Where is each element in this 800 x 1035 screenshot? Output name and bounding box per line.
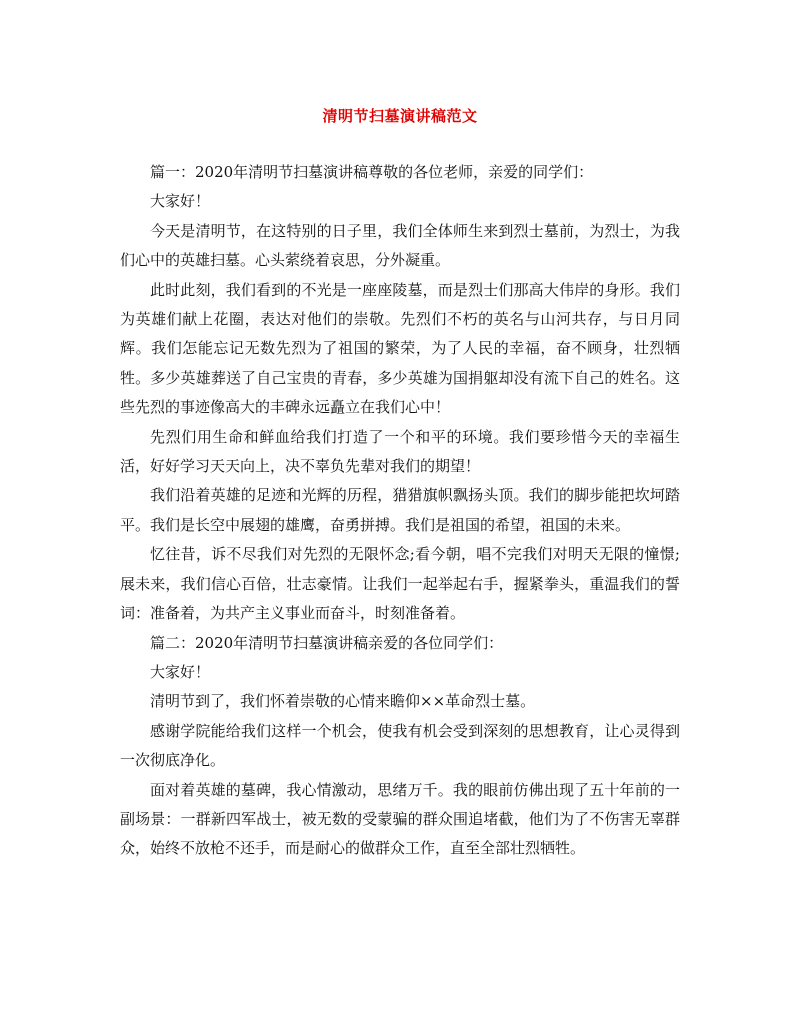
paragraph: 大家好！ [150, 192, 211, 211]
paragraph: 篇二：2020年清明节扫墓演讲稿亲爱的各位同学们： [150, 633, 504, 652]
paragraph: 今天是清明节，在这特别的日子里，我们全体师生来到烈士墓前，为烈士，为我们心中的英雄扫墓。心头萦绕着哀思，分外凝重。 [120, 221, 680, 270]
paragraph: 此时此刻，我们看到的不光是一座座陵墓，而是烈士们那高大伟岸的身形。我们为英雄们献上花圈，表达对他们的崇敬。先烈们不朽的英名与山河共存，与日月同辉。我们怎能忘记无数先烈为了祖国的繁荣，为了人民的幸福，奋不顾身，壮烈牺牲。多少英雄葬送了自己宝贵的青春，多少英雄为国捐躯却没有流下自己的姓名。这些先烈的事迹像高大的丰碑永远矗立在我们心中！ [120, 280, 680, 417]
paragraph: 清明节到了，我们怀着崇敬的心情来瞻仰××革命烈士墓。 [150, 692, 536, 711]
paragraph: 忆往昔，诉不尽我们对先烈的无限怀念;看今朝，唱不完我们对明天无限的憧憬;展未来，我们信心百倍，壮志豪情。让我们一起举起右手，握紧拳头，重温我们的誓词：准备着，为共产主义事业而奋斗，时刻准备着。 [120, 545, 680, 623]
document-title: 清明节扫墓演讲稿范文 [322, 107, 478, 125]
paragraph: 先烈们用生命和鲜血给我们打造了一个和平的环境。我们要珍惜今天的幸福生活，好好学习天天向上，决不辜负先辈对我们的期望！ [120, 427, 680, 476]
paragraph: 感谢学院能给我们这样一个机会，使我有机会受到深刻的思想教育，让心灵得到一次彻底净化。 [120, 721, 680, 770]
document-body [120, 158, 680, 864]
paragraph: 大家好！ [150, 662, 211, 681]
paragraph: 我们沿着英雄的足迹和光辉的历程，猎猎旗帜飘扬头顶。我们的脚步能把坎坷踏平。我们是长空中展翅的雄鹰，奋勇拼搏。我们是祖国的希望，祖国的未来。 [120, 486, 680, 534]
paragraph: 面对着英雄的墓碑，我心情激动，思绪万千。我的眼前仿佛出现了五十年前的一副场景：一群新四军战士，被无数的受蒙骗的群众围追堵截，他们为了不伤害无辜群众，始终不放枪不还手，而是耐心的做群众工作，直至全部壮烈牺牲。 [120, 780, 680, 858]
paragraph: 篇一：2020年清明节扫墓演讲稿尊敬的各位老师，亲爱的同学们： [150, 163, 594, 181]
